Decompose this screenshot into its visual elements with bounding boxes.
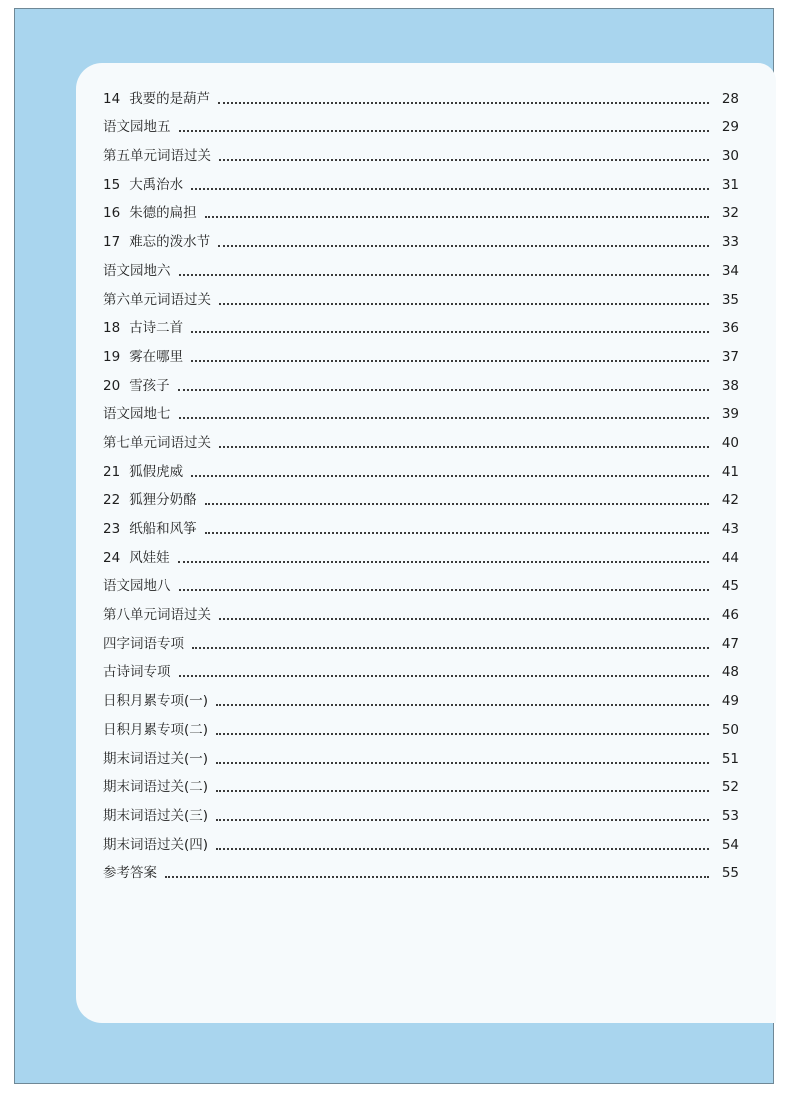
toc-entry[interactable] xyxy=(103,107,739,136)
toc-entry-title: 日积月累专项(二) xyxy=(103,721,209,738)
toc-entry-number: 15 xyxy=(103,176,121,193)
toc-entry[interactable] xyxy=(103,623,739,652)
toc-entry[interactable] xyxy=(103,336,739,365)
toc-entry-title: 参考答案 xyxy=(103,865,157,882)
dot-leader xyxy=(216,704,709,706)
dot-leader xyxy=(191,331,709,333)
dot-leader xyxy=(218,245,709,247)
toc-entry-page-number: 32 xyxy=(721,205,739,222)
dot-leader xyxy=(219,618,709,620)
toc-entry-title: 狐假虎威 xyxy=(129,463,184,480)
toc-entry[interactable] xyxy=(103,824,739,853)
toc-entry-page-number: 38 xyxy=(721,377,739,394)
dot-leader xyxy=(219,303,709,305)
toc-entry-number: 17 xyxy=(103,234,121,251)
toc-entry[interactable] xyxy=(103,853,739,882)
toc-entry[interactable] xyxy=(103,767,739,796)
toc-entry[interactable] xyxy=(103,365,739,394)
toc-entry-title: 难忘的泼水节 xyxy=(129,234,211,251)
toc-entry-title: 风娃娃 xyxy=(129,549,170,566)
toc-entry-page-number: 54 xyxy=(721,836,739,853)
toc-entry-title: 雾在哪里 xyxy=(129,348,184,365)
toc-entry[interactable] xyxy=(103,451,739,480)
toc-entry-page-number: 43 xyxy=(721,521,739,537)
dot-leader xyxy=(216,733,709,735)
toc-entry-title: 第八单元词语过关 xyxy=(103,607,211,624)
toc-entry[interactable] xyxy=(103,652,739,681)
toc-entry-title: 古诗二首 xyxy=(129,320,184,337)
toc-entry-number: 21 xyxy=(103,463,121,480)
toc-entry-number: 23 xyxy=(103,521,121,537)
dot-leader xyxy=(178,389,709,391)
toc-entry-title: 日积月累专项(一) xyxy=(103,693,209,710)
toc-entry[interactable] xyxy=(103,394,739,423)
toc-entry[interactable] xyxy=(103,566,739,595)
toc-entry-page-number: 42 xyxy=(721,492,739,509)
toc-entry-page-number: 28 xyxy=(721,90,739,107)
toc-entry-page-number: 34 xyxy=(721,262,739,279)
dot-leader xyxy=(216,762,709,764)
toc-entry-title: 纸船和风筝 xyxy=(129,521,197,537)
dot-leader xyxy=(205,216,709,218)
dot-leader xyxy=(179,589,710,591)
toc-entry-number: 14 xyxy=(103,90,121,107)
toc-entry-number: 24 xyxy=(103,549,121,566)
toc-entry-title: 四字词语专项 xyxy=(103,635,184,652)
dot-leader xyxy=(216,819,709,821)
toc-entry-page-number: 48 xyxy=(721,664,739,681)
dot-leader xyxy=(191,188,709,190)
toc-entry[interactable] xyxy=(103,680,739,709)
dot-leader xyxy=(191,475,709,477)
toc-entry-title: 古诗词专项 xyxy=(103,664,171,681)
toc-entry-title: 期末词语过关(二) xyxy=(103,779,209,796)
dot-leader xyxy=(179,274,710,276)
toc-entry-page-number: 40 xyxy=(721,434,739,451)
toc-entry-page-number: 55 xyxy=(721,865,739,882)
toc-entry-title: 雪孩子 xyxy=(129,377,170,394)
toc-entry-number: 16 xyxy=(103,205,121,222)
toc-entry-page-number: 50 xyxy=(721,721,739,738)
toc-entry-title: 第七单元词语过关 xyxy=(103,434,211,451)
toc-entry-page-number: 47 xyxy=(721,635,739,652)
toc-entry[interactable] xyxy=(103,795,739,824)
toc-entry-page-number: 31 xyxy=(721,176,739,193)
toc-entry-title: 第五单元词语过关 xyxy=(103,148,211,165)
dot-leader xyxy=(216,790,709,792)
toc-entry[interactable] xyxy=(103,279,739,308)
toc-entry-page-number: 51 xyxy=(721,750,739,767)
dot-leader xyxy=(205,532,709,534)
toc-entry-page-number: 37 xyxy=(721,348,739,365)
toc-entry[interactable] xyxy=(103,537,739,566)
toc-entry-title: 大禹治水 xyxy=(129,176,184,193)
toc-entry-title: 语文园地七 xyxy=(103,406,171,423)
dot-leader xyxy=(219,446,709,448)
dot-leader xyxy=(179,130,710,132)
toc-entry[interactable] xyxy=(103,164,739,193)
toc-entry-title: 语文园地八 xyxy=(103,578,171,595)
toc-entry-page-number: 36 xyxy=(721,320,739,337)
dot-leader xyxy=(216,848,709,850)
dot-leader xyxy=(219,159,709,161)
dot-leader xyxy=(165,876,709,878)
toc-entry-page-number: 45 xyxy=(721,578,739,595)
dot-leader xyxy=(179,417,710,419)
toc-entry-title: 期末词语过关(三) xyxy=(103,807,209,824)
toc-entry[interactable] xyxy=(103,250,739,279)
toc-entry-page-number: 29 xyxy=(721,119,739,136)
toc-entry-title: 第六单元词语过关 xyxy=(103,291,211,308)
toc-entry-number: 22 xyxy=(103,492,121,509)
toc-entry-title: 期末词语过关(一) xyxy=(103,750,209,767)
dot-leader xyxy=(179,675,710,677)
toc-entry[interactable] xyxy=(103,709,739,738)
toc-entry[interactable] xyxy=(103,221,739,250)
dot-leader xyxy=(191,360,709,362)
toc-entry-title: 语文园地五 xyxy=(103,119,171,136)
toc-entry-page-number: 41 xyxy=(721,463,739,480)
dot-leader xyxy=(178,561,709,563)
toc-entry[interactable] xyxy=(103,594,739,623)
toc-entry-title: 期末词语过关(四) xyxy=(103,836,209,853)
dot-leader xyxy=(205,503,709,505)
toc-entry-page-number: 53 xyxy=(721,807,739,824)
toc-entry[interactable] xyxy=(103,135,739,164)
toc-entry-title: 我要的是葫芦 xyxy=(129,90,211,107)
dot-leader xyxy=(218,102,709,104)
toc-entry-page-number: 30 xyxy=(721,148,739,165)
toc-entry-page-number: 39 xyxy=(721,406,739,423)
table-of-contents xyxy=(103,78,739,881)
toc-entry[interactable] xyxy=(103,508,739,537)
toc-entry[interactable] xyxy=(103,78,739,107)
toc-entry-page-number: 33 xyxy=(721,234,739,251)
toc-entry-number: 20 xyxy=(103,377,121,394)
toc-entry[interactable] xyxy=(103,480,739,509)
toc-entry[interactable] xyxy=(103,193,739,222)
toc-entry-title: 狐狸分奶酪 xyxy=(129,492,197,509)
toc-entry-number: 18 xyxy=(103,320,121,337)
toc-entry-page-number: 46 xyxy=(721,607,739,624)
toc-entry-title: 朱德的扁担 xyxy=(129,205,197,222)
toc-entry-page-number: 35 xyxy=(721,291,739,308)
toc-entry[interactable] xyxy=(103,738,739,767)
toc-entry-page-number: 52 xyxy=(721,779,739,796)
toc-entry-number: 19 xyxy=(103,348,121,365)
toc-entry-page-number: 44 xyxy=(721,549,739,566)
toc-entry-page-number: 49 xyxy=(721,693,739,710)
toc-entry[interactable] xyxy=(103,308,739,337)
toc-entry[interactable] xyxy=(103,422,739,451)
dot-leader xyxy=(192,647,709,649)
toc-entry-title: 语文园地六 xyxy=(103,262,171,279)
